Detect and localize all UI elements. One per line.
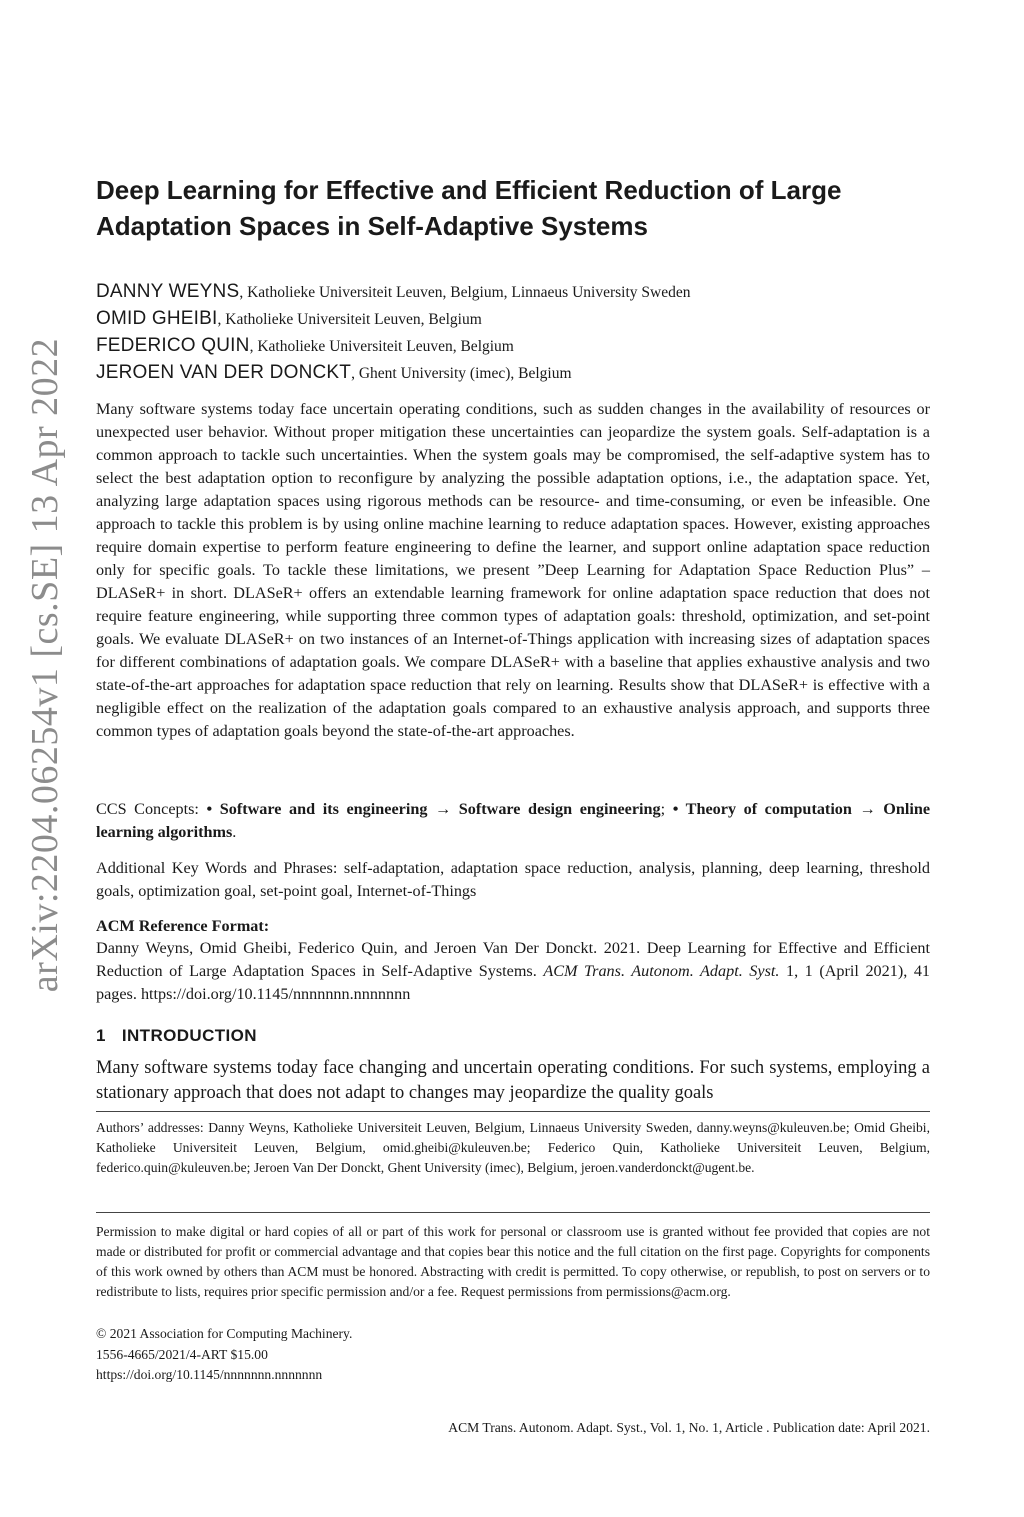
arxiv-stamp-text: arXiv:2204.06254v1 [cs.SE] 13 Apr 2022: [24, 337, 66, 993]
author-entry: [96, 359, 930, 386]
author-affiliation: , Katholieke Universiteit Leuven, Belgium, Linnaeus University Sweden: [239, 284, 691, 301]
author-affiliation: , Ghent University (imec), Belgium: [351, 365, 572, 382]
copyright-line: © 2021 Association for Computing Machinery.: [96, 1326, 353, 1341]
ccs-label: CCS Concepts:: [96, 800, 207, 818]
author-addresses: Authors’ addresses: Danny Weyns, Katholieke Universiteit Leuven, Belgium, Linnaeus University Sweden, danny.weyns@kuleuven.be; Omid Gheibi, Katholieke Universiteit Leuven, Belgium, omid.gheibi@kuleuven.be; Federico Quin, Katholieke Universiteit Leuven, Belgium, federico.quin@kuleuven.be; Jeroen Van Der Donckt, Ghent University (imec), Belgium, jeroen.vanderdonckt@ugent.be.: [96, 1120, 930, 1175]
paper-title: Deep Learning for Effective and Efficient Reduction of Large Adaptation Spaces in Self-Adaptive Systems: [96, 175, 842, 241]
footnote-divider: [96, 1111, 930, 1112]
author-name: JEROEN VAN DER DONCKT: [96, 362, 352, 383]
permission-notice: Permission to make digital or hard copies of all or part of this work for personal or classroom use is granted without fee provided that copies are not made or distributed for profit or commercial advantage and that copies bear this notice and the full citation on the first page. Copyrights for components of this work owned by others than ACM must be honored. Abstracting with credit is permitted. To copy otherwise, or republish, to post on servers or to redistribute to lists, requires prior specific permission and/or a fee. Request permissions from permissions@acm.org.: [96, 1224, 930, 1299]
author-name: FEDERICO QUIN: [96, 335, 250, 356]
reference-format: [96, 937, 930, 1006]
doi-link[interactable]: https://doi.org/10.1145/nnnnnnn.nnnnnnn: [96, 1367, 323, 1382]
intro-paragraph: Many software systems today face changing and uncertain operating conditions. For such systems, employing a stationary approach that does not adapt to changes may jeopardize the quality goals: [96, 1058, 930, 1103]
author-affiliation: , Katholieke Universiteit Leuven, Belgium: [217, 311, 482, 328]
reference-details: 1, 1 (April 2021), 41 pages. https://doi.org/10.1145/nnnnnnn.nnnnnnn: [96, 962, 931, 1003]
author-entry: [96, 305, 930, 332]
author-affiliation: , Katholieke Universiteit Leuven, Belgium: [249, 338, 514, 355]
publication-meta: [96, 1324, 930, 1386]
author-entry: [96, 278, 930, 305]
reference-journal: ACM Trans. Autonom. Adapt. Syst.: [543, 962, 780, 980]
reference-text: Danny Weyns, Omid Gheibi, Federico Quin, and Jeroen Van Der Donckt. 2021. Deep Learning for Effective and Efficient Reduction of Large Adaptation Spaces in Self-Adaptive Systems.: [96, 939, 930, 980]
keywords: Additional Key Words and Phrases: self-adaptation, adaptation space reduction, analysis, planning, deep learning, threshold goals, optimization goal, set-point goal, Internet-of-Things: [96, 859, 930, 900]
ccs-end: .: [232, 823, 237, 841]
section-number: 1: [96, 1026, 106, 1045]
section-heading: [96, 1026, 930, 1046]
page-footer: ACM Trans. Autonom. Adapt. Syst., Vol. 1, No. 1, Article . Publication date: April 2021.: [448, 1420, 930, 1435]
reference-heading: ACM Reference Format:: [96, 917, 270, 935]
author-name: OMID GHEIBI: [96, 308, 218, 329]
ccs-separator: ;: [660, 800, 673, 818]
section-title: INTRODUCTION: [121, 1026, 257, 1045]
ccs-concepts: [96, 798, 930, 844]
abstract: Many software systems today face uncertain operating conditions, such as sudden changes in the availability of resources or unexpected user behavior. Without proper mitigation these uncertainties can jeopardize the system goals. Self-adaptation is a common approach to tackle such uncertainties. When the system goals may be compromised, the self-adaptive system has to select the best adaptation option to reconfigure by analyzing the possible adaptation options, i.e., the adaptation space. Yet, analyzing large adaptation spaces using rigorous methods can be resource- and time-consuming, or even be infeasible. One approach to tackle this problem is by using online machine learning to reduce adaptation spaces. However, existing approaches require domain expertise to perform feature engineering to define the learner, and support online adaptation space reduction only for specific goals. To tackle these limitations, we present ”Deep Learning for Adaptation Space Reduction Plus” – DLASeR+ in short. DLASeR+ offers an extendable learning framework for online adaptation space reduction that does not require feature engineering, while supporting three common types of adaptation goals: threshold, optimization, and set-point goals. We evaluate DLASeR+ on two instances of an Internet-of-Things application with increasing sizes of adaptation spaces for different combinations of adaptation goals. We compare DLASeR+ with a baseline that applies exhaustive analysis and two state-of-the-art approaches for adaptation space reduction that rely on learning. Results show that DLASeR+ is effective with a negligible effect on the realization of the adaptation goals compared to an exhaustive analysis approach, and supports three common types of adaptation goals beyond the state-of-the-art approaches.: [96, 400, 930, 740]
author-entry: [96, 332, 930, 359]
author-list: [96, 278, 930, 386]
permission-divider: [96, 1212, 930, 1213]
issn-line: 1556-4665/2021/4-ART $15.00: [96, 1346, 268, 1362]
author-name: DANNY WEYNS: [96, 281, 240, 302]
ccs-concept: • Software and its engineering → Software design engineering: [206, 800, 661, 818]
arxiv-stamp: [15, 300, 75, 1030]
ccs-concept: • Theory of computation → Online learning algorithms: [96, 800, 931, 841]
